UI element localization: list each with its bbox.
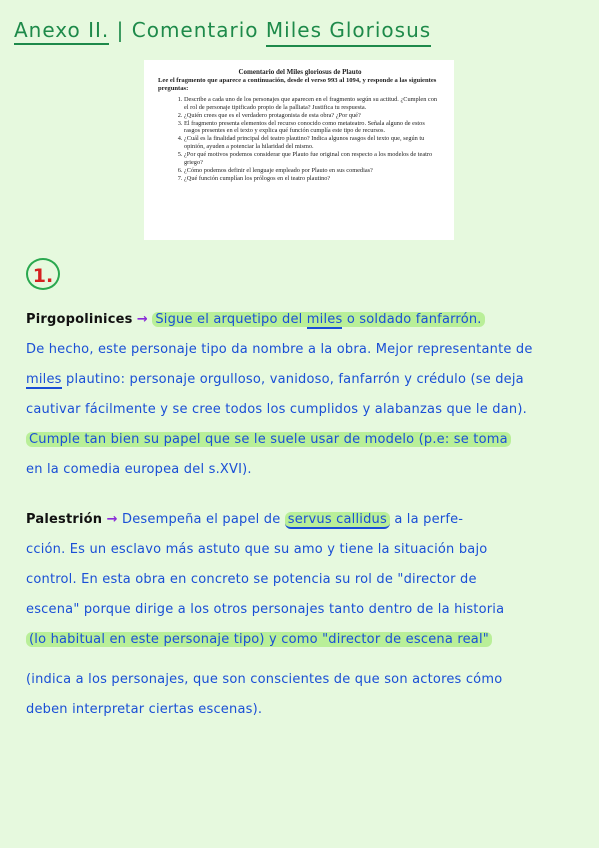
text-line: escena" porque dirige a los otros personajes tanto dentro de la historia [26,602,505,617]
text-line: cción. Es un esclavo más astuto que su amo y tiene la situación bajo [26,542,488,557]
underlined-term: servus callidus [285,512,390,529]
text-line: cautivar fácilmente y se cree todos los cumplidos y alabanzas que le dan). [26,402,527,417]
answer-section-palestrion: Palestrión → Desempeña el papel de servus callidus a la perfe- cción. Es un esclavo más astuto que su amo y tiene la situación bajo control. En esta obra en concreto se potencia su rol de "director de escena" porque dirige a los otros personajes tanto dentro de la historia (lo habitual en este personaje tipo) y como "director de escena real" (indica a los personajes, que son conscientes de que son actores cómo deben interpretar ciertas escenas). [26,505,586,725]
highlighted-text: Cumple tan bien su papel que se le suele usar de modelo (p.e: se toma [26,432,511,447]
title-separator: | [116,18,125,42]
title-work: Miles Gloriosus [266,18,431,47]
question-item: 2. ¿Quién crees que es el verdadero protagonista de esta obra? ¿Por qué? [184,112,442,120]
question-item: 5. ¿Por qué motivos podemos considerar que Plauto fue original con respecto a los modelos de teatro griego? [184,151,442,166]
text-line: deben interpretar ciertas escenas). [26,702,263,717]
text-line: control. En esta obra en concreto se potencia su rol de "director de [26,572,477,587]
highlighted-text: Sigue el arquetipo del miles o soldado fanfarrón. [152,312,484,327]
question-item: 7. ¿Qué función cumplían los prólogos en el teatro plautino? [184,175,442,183]
page-title [14,18,431,42]
pasted-exercise-image [144,60,454,240]
text-line: De hecho, este personaje tipo da nombre a la obra. Mejor representante de [26,342,533,357]
annex-label: Anexo II. [14,18,109,45]
arrow-icon: → [136,312,148,327]
question-item: 4. ¿Cuál es la finalidad principal del teatro plautino? Indica algunos rasgos del texto que, según tu opinión, ayuden a potenciar la hilaridad del mismo. [184,135,442,150]
question-item: 3. El fragmento presenta elementos del recurso conocido como metateatro. Señala alguno de estos rasgos presentes en el texto y explica qué función cumplía este tipo de recursos. [184,120,442,135]
underlined-term: miles [306,312,343,327]
answer-number-badge: 1. [26,258,60,290]
exercise-subheading: Lee el fragmento que aparece a continuación, desde el verso 993 al 1094, y responde a las siguientes preguntas: [158,77,437,92]
question-list [158,96,442,183]
text-line: (indica a los personajes, que son conscientes de que son actores cómo [26,672,503,687]
highlighted-text: (lo habitual en este personaje tipo) y como "director de escena real" [26,632,492,647]
character-name: Pirgopolinices [26,312,133,327]
text-line: en la comedia europea del s.XVI). [26,462,252,477]
question-item: 6. ¿Cómo podemos definir el lenguaje empleado por Plauto en sus comedias? [184,167,442,175]
text-line: plautino: personaje orgulloso, vanidoso, fanfarrón y crédulo (se deja [66,372,524,387]
underlined-term: miles [26,372,62,387]
question-item: 1. Describe a cada uno de los personajes que aparecen en el fragmento según su actitud. ¿Cumplen con el rol de personaje tipificado propio de la palliata? Justifica tu respuesta. [184,96,442,111]
character-name: Palestrión [26,512,103,527]
answer-section-pirgopolinices [26,305,586,485]
arrow-icon: → [106,512,118,527]
title-label: Comentario [131,18,259,42]
exercise-heading: Comentario del Miles gloriosus de Plauto [238,68,362,76]
